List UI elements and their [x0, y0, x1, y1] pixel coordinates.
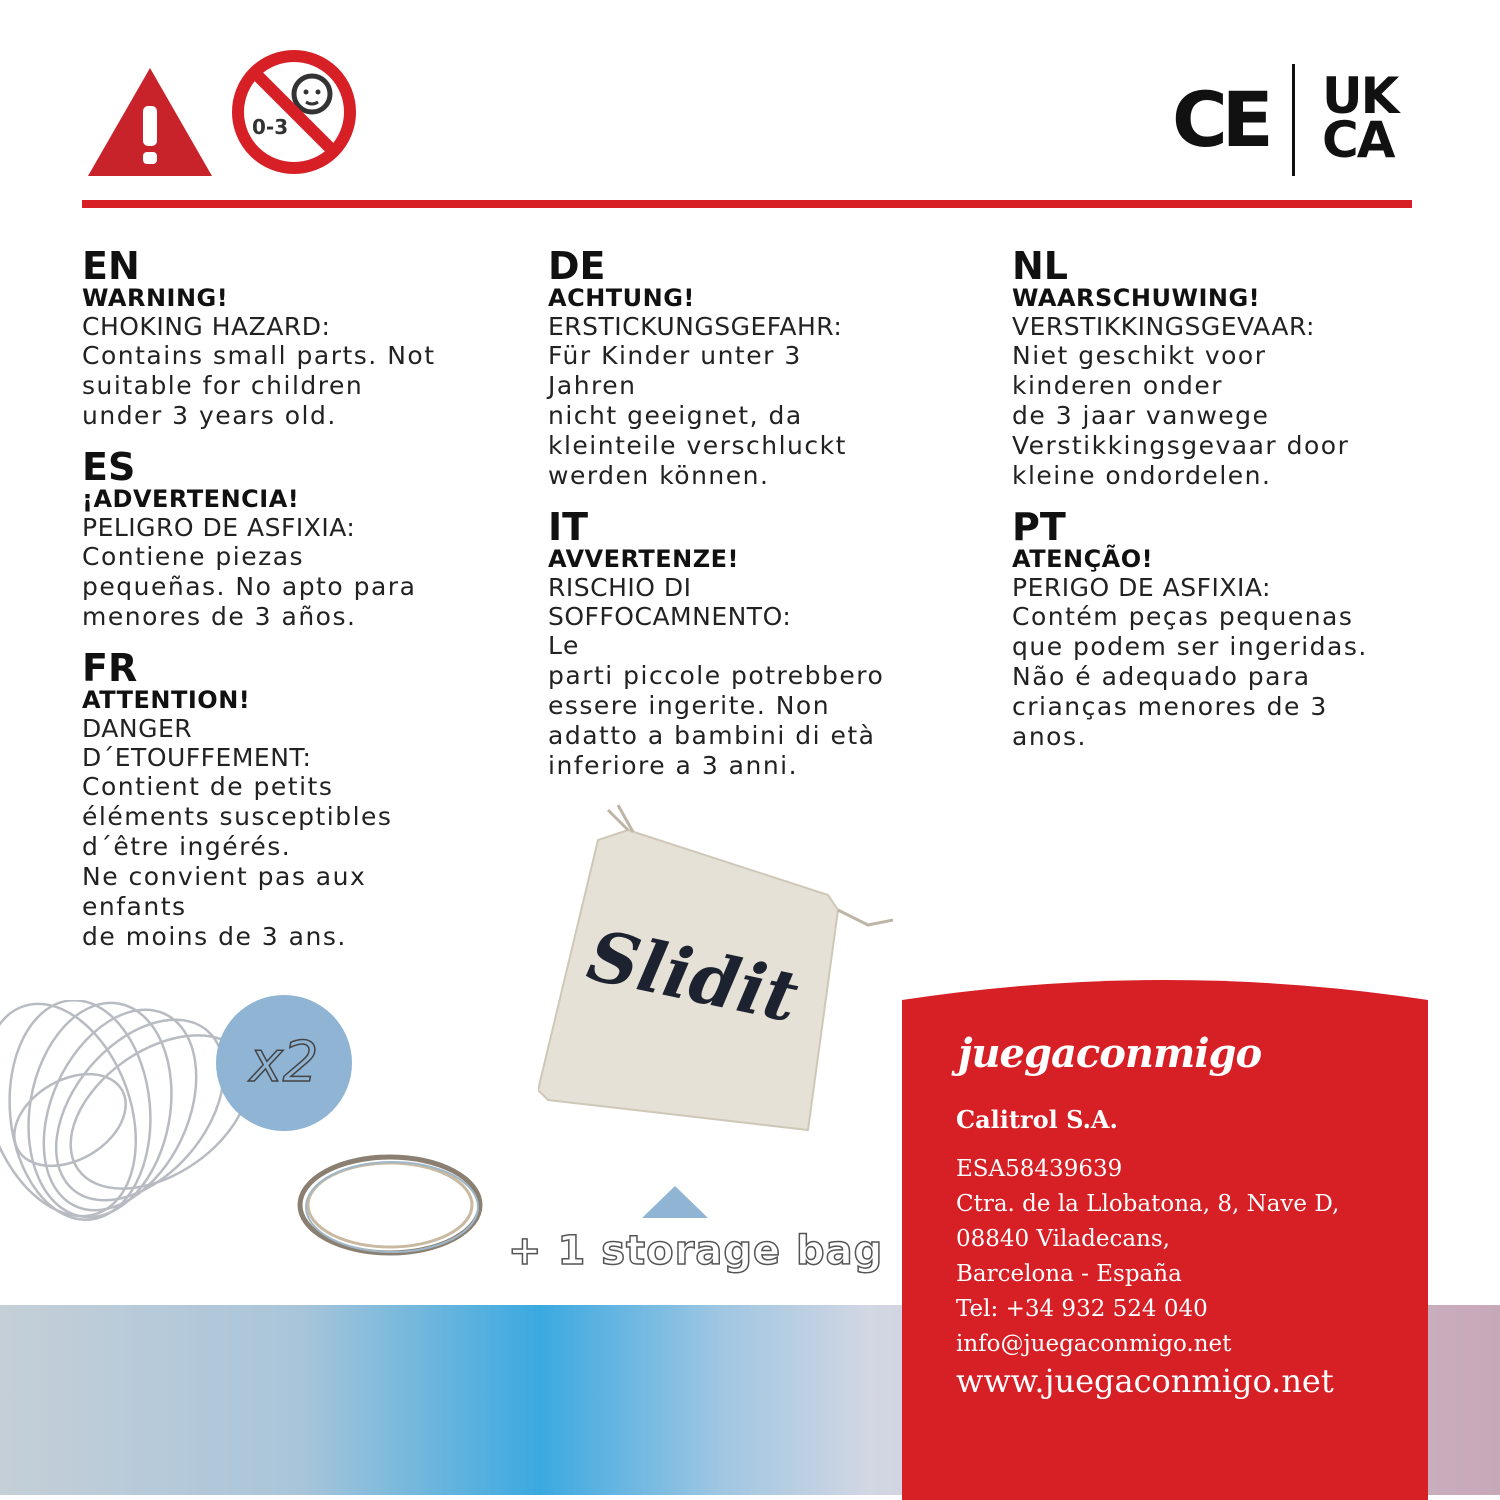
warning-body: Contient de petits éléments susceptibles d´être ingérés. Ne convient pas aux enfants de moins de 3 ans.	[82, 772, 393, 951]
warning-body: Contiene piezas pequeñas. No apto para menores de 3 años.	[82, 542, 417, 631]
company-address	[956, 1152, 1339, 1362]
language-code: DE	[548, 244, 606, 288]
warning-body: Niet geschikt voor kinderen onder de 3 jaar vanwege Verstikkingsgevaar door kleine ondordelen.	[1012, 341, 1350, 490]
warning-heading: ATENÇÃO!	[1012, 545, 1154, 573]
language-code: FR	[82, 646, 138, 690]
pointer-triangle-icon	[640, 1184, 710, 1220]
hazard-title: DANGER D´ETOUFFEMENT:	[82, 714, 312, 772]
hazard-title: ERSTICKUNGSGEFAHR:	[548, 312, 843, 341]
company-name: Calitrol S.A.	[956, 1105, 1118, 1134]
language-code: EN	[82, 244, 140, 288]
warning-heading: ATTENTION!	[82, 686, 251, 714]
warnings-column-2	[548, 244, 988, 799]
warning-heading: ¡ADVERTENCIA!	[82, 485, 300, 513]
warning-body: Contém peças pequenas que podem ser ingeridas. Não é adequado para crianças menores de 3 anos.	[1012, 602, 1368, 751]
address-line-1: Ctra. de la Llobatona, 8, Nave D,	[956, 1191, 1340, 1217]
hazard-title: PELIGRO DE ASFIXIA:	[82, 513, 356, 542]
language-code: NL	[1012, 244, 1069, 288]
storage-bag-caption: + 1 storage bag	[508, 1228, 884, 1274]
hazard-title: VERSTIKKINGSGEVAAR:	[1012, 312, 1315, 341]
address-line-3: Barcelona - España	[956, 1261, 1182, 1287]
warning-triangle-icon	[86, 66, 214, 178]
warning-block-it	[548, 505, 988, 781]
warning-body: Contains small parts. Not suitable for children under 3 years old.	[82, 341, 436, 430]
marks-divider	[1292, 64, 1295, 176]
bag-brand-text: Slidit	[580, 913, 806, 1039]
warning-heading: WARNING!	[82, 284, 229, 312]
warning-heading: AVVERTENZE!	[548, 545, 739, 573]
warning-heading: ACHTUNG!	[548, 284, 695, 312]
email-address: info@juegaconmigo.net	[956, 1331, 1232, 1357]
ce-mark: CE	[1172, 75, 1268, 164]
ukca-mark: UK CA	[1322, 67, 1398, 169]
address-line-2: 08840 Viladecans,	[956, 1226, 1170, 1252]
language-code: ES	[82, 445, 136, 489]
storage-bag-image	[538, 800, 908, 1160]
hazard-title: PERIGO DE ASFIXIA:	[1012, 573, 1271, 602]
hazard-title: CHOKING HAZARD:	[82, 312, 331, 341]
warning-heading: WAARSCHUWING!	[1012, 284, 1261, 312]
no-children-0-3-icon	[230, 48, 358, 176]
warning-block-nl	[1012, 244, 1452, 491]
warning-block-de	[548, 244, 988, 491]
warnings-column-3	[1012, 244, 1452, 770]
quantity-badge-label: x2	[249, 1030, 319, 1095]
warning-block-pt	[1012, 505, 1452, 752]
warning-body: Für Kinder unter 3 Jahren nicht geeignet, da kleinteile verschluckt werden können.	[548, 341, 847, 490]
hazard-title: RISCHIO DI SOFFOCAMNENTO:	[548, 573, 792, 631]
age-range-label: 0-3	[252, 115, 289, 139]
warning-block-es	[82, 445, 522, 632]
quantity-badge	[216, 995, 352, 1131]
vat-number: ESA58439639	[956, 1156, 1123, 1182]
header-rule	[82, 200, 1412, 208]
brand-logo: juegaconmigo	[958, 1030, 1262, 1077]
phone-number: Tel: +34 932 524 040	[956, 1296, 1208, 1322]
language-code: IT	[548, 505, 589, 549]
warning-block-en	[82, 244, 522, 431]
language-code: PT	[1012, 505, 1066, 549]
warnings-column-1	[82, 244, 522, 970]
website-link[interactable]: www.juegaconmigo.net	[956, 1362, 1334, 1400]
warning-body: Le parti piccole potrebbero essere ingerite. Non adatto a bambini di età inferiore a 3 anni.	[548, 631, 885, 780]
warning-block-fr	[82, 646, 522, 952]
